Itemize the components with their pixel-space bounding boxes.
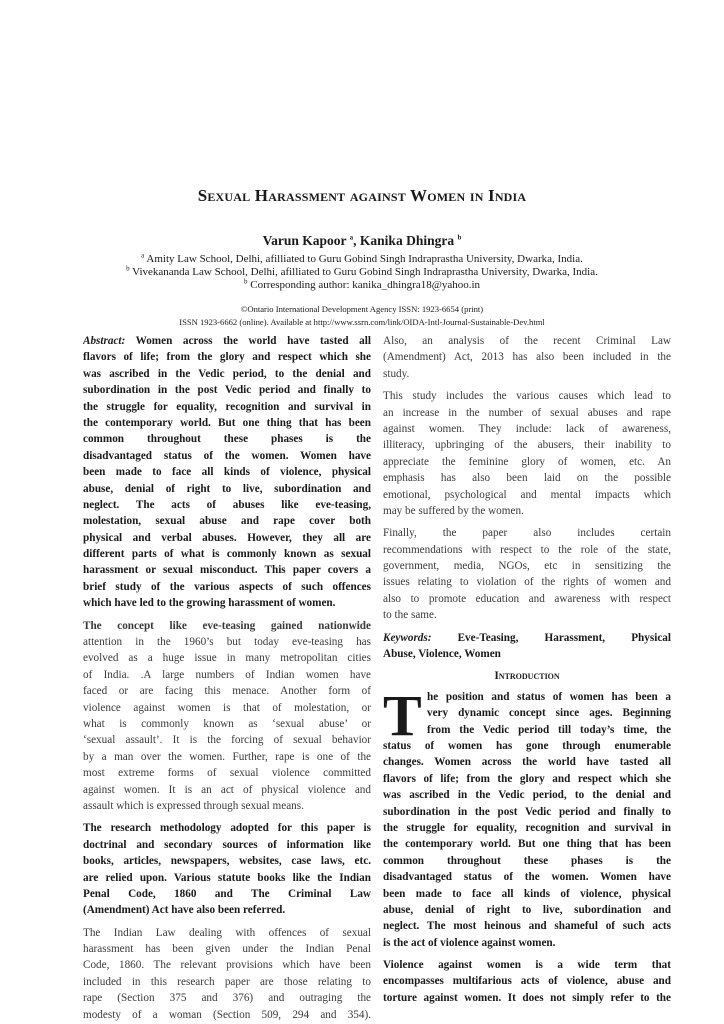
paragraph-line: The research methodology adopted for this paper is [83,822,371,835]
abstract-line: was ascribed in the Vedic period, to the denial and [83,367,371,380]
abstract-line: been made to face all kinds of violence, physical [83,466,371,479]
paragraph-line: common throughout these phases is the [383,854,671,867]
abstract-line: which have led to the growing harassment of women. [83,597,336,610]
abstract-line: common throughout these phases is the [83,433,371,446]
paragraph-line: been made to face all kinds of violence, physical [383,887,671,900]
paragraph-line: harassment has been given under the Indian Penal [83,943,371,956]
paragraph-introduction [383,682,671,951]
abstract-label: Abstract: [83,335,126,347]
paragraph-violence-definition [383,957,671,1006]
affil-a-mark: a [141,251,145,260]
paragraph-line: was ascribed in the Vedic period, to the denial and [383,789,671,802]
paragraph-line: attention in the 1960’s but today eve-teasing has [83,636,371,649]
paragraph-line: status of women has gone through enumerable [383,739,671,752]
abstract-line: Women across the world have tasted all [125,335,371,347]
paragraph-line: The concept like eve-teasing gained nationwide [83,619,371,632]
abstract-line: subordination in the post Vedic period and finally to [83,384,371,397]
paragraph-line: he position and status of women has been a [427,690,671,703]
keywords-label: Keywords: [383,631,432,644]
journal-issn-online: ISSN 1923-6662 (online). Available at http://www.ssrn.com/link/OIDA-Intl-Journal-Sustainable-Dev.html [179,317,545,327]
paragraph-causes [383,388,671,519]
author-1: Varun Kapoor [262,233,347,248]
paragraph-amendment-analysis [383,333,671,382]
paragraph-line: illiteracy, upbringing of the abusers, their inability to [383,439,671,452]
paragraph-line: neglect. The most heinous and shameful of such acts [383,920,671,933]
paragraph-line: Penal Code, 1860 and The Criminal Law [83,887,371,900]
author-1-affil-mark: a [349,233,354,242]
keywords-text: Eve-Teasing, Harassment, Physical [431,631,671,644]
paragraph-line: rape (Section 375 and 376) and outraging the [83,992,371,1005]
paragraph-line: (Amendment) Act have also been referred. [83,904,286,917]
paragraph-line: against women. It is an act of physical violence and [83,783,371,796]
paragraph-line: assault which is expressed through sexual means. [83,799,304,812]
paragraph-line: faced or are facing this menace. Another form of [83,685,371,698]
abstract-line: neglect. The acts of abuses like eve-teasing, [83,498,371,511]
paragraph-line: subordination in the post Vedic period and finally to [383,805,671,818]
abstract-line: harassment or sexual misconduct. This paper covers a [83,564,371,577]
paragraph-line: by a man over the women. Further, rape is one of the [83,750,371,763]
abstract-line: molestation, sexual abuse and rape cover both [83,515,371,528]
paragraph-line: to the same. [383,609,437,622]
paragraph-line: Also, an analysis of the recent Criminal Law [383,335,671,347]
abstract [83,333,371,612]
left-column [83,333,371,1023]
paragraph-line: are relied upon. Various statute books like the Indian [83,871,371,884]
corresponding-email: Corresponding author: kanika_dhingra18@yahoo.in [250,279,481,291]
paragraph-line: may be suffered by the women. [383,504,524,517]
paragraph-line: disadvantaged status of the women. Women have [383,871,671,884]
affil-b-mark: b [126,264,130,273]
paragraph-line: abuse, denial of right to live, subordination and [383,903,671,916]
author-2-affil-mark: b [457,233,462,242]
paper-title: Sexual Harassment against Women in India [197,186,527,205]
paragraph-line: flavors of life; from the glory and respect which she [383,772,671,785]
affil-b-text: Vivekananda Law School, Delhi, afilliated to Guru Gobind Singh Indraprastha University, Dwarka, India. [132,266,598,278]
affil-a-text: Amity Law School, Delhi, afilliated to Guru Gobind Singh Indraprastha University, Dwarka, India. [146,253,583,265]
keywords [383,630,671,663]
author-2: Kanika Dhingra [359,233,455,248]
paragraph-line: study. [383,367,410,380]
abstract-line: flavors of life; from the glory and respect which she [83,351,371,364]
section-heading-introduction: Introduction [494,670,560,683]
paragraph-line: government, media, NGOs, etc in sensitizing the [383,560,671,573]
paragraph-line: changes. Women across the world have tasted all [383,756,671,769]
abstract-line: physical and verbal abuses. However, they all are [83,531,371,544]
paragraph-line: from the Vedic period till today’s time, the [427,723,671,736]
journal-issn-print: ©Ontario International Development Agency ISSN: 1923-6654 (print) [240,304,484,314]
paragraph-line: of India. .A large numbers of Indian women have [83,668,371,681]
author-line: Varun Kapoor $^a$, Kanika Dhingra $^b$ [262,233,462,248]
paragraph-line: doctrinal and secondary sources of information like [83,838,371,851]
abstract-line: different parts of what is commonly known as sexual [83,548,371,561]
paragraph-line: modesty of a woman (Section 509, 294 and 354). [83,1008,371,1021]
paragraph-line: the struggle for equality, recognition and survival in [383,821,671,834]
paragraph-line: what is commonly known as ‘sexual abuse’ or [83,717,371,730]
paragraph-line: most extreme forms of sexual violence committed [83,767,371,780]
paragraph-line: appreciate the feminine glory of women, etc. An [383,455,671,468]
drop-cap: T [383,682,422,748]
paragraph-recommendations [383,525,671,623]
paragraph-line: emphasis has also been laid on the possible [383,472,671,485]
abstract-line: the contemporary world. But one thing that has been [83,416,371,429]
paragraph-line: against women. They include: lack of awareness, [383,422,671,435]
paragraph-line: Code, 1860. The relevant provisions which have been [83,959,371,972]
paragraph-line: books, articles, newspapers, websites, case laws, etc. [83,855,371,868]
paragraph-line: encompasses multifarious acts of violence, abuse and [383,975,671,988]
corresponding-mark: b [243,277,248,286]
paragraph-line: included in this research paper are those relating to [83,975,371,988]
paragraph-line: Violence against women is a wide term that [383,959,671,972]
paragraph-methodology [83,820,371,918]
paragraph-line: issues relating to violation of the rights of women and [383,576,671,589]
paragraph-line: torture against women. It does not simply refer to the [383,991,671,1004]
paragraph-line: This study includes the various causes which lead to [383,390,671,403]
abstract-line: brief study of the various aspects of such offences [83,580,371,593]
keywords-text: Abuse, Violence, Women [383,648,501,661]
paragraph-line: ‘sexual assault’. It is the forcing of sexual behavior [83,734,371,747]
abstract-line: disadvantaged status of the women. Women have [83,449,371,462]
paragraph-line: very dynamic concept since ages. Beginning [427,707,671,720]
paragraph-line: evolved as a huge issue in many metropolitan cities [83,652,371,665]
paragraph-line: an increase in the number of sexual abuses and rape [383,406,671,419]
paragraph-line: Finally, the paper also includes certain [383,527,671,540]
paragraph-line: The Indian Law dealing with offences of sexual [83,926,371,939]
paragraph-line: (Amendment) Act, 2013 has also been included in the [383,351,671,364]
paragraph-indian-law [83,925,371,1023]
paragraph-eve-teasing [83,618,371,815]
paragraph-line: the contemporary world. But one thing that has been [383,838,671,851]
paragraph-line: also to promote education and awareness with respect [383,592,671,605]
affiliation-a [0,253,724,265]
abstract-line: abuse, denial of right to live, subordination and [83,482,371,495]
paragraph-line: emotional, psychological and mental impacts which [383,488,671,501]
abstract-line: the struggle for equality, recognition and survival in [83,400,371,413]
paragraph-line: is the act of violence against women. [383,936,556,949]
corresponding-author [0,279,724,291]
affiliation-b [0,266,724,278]
paragraph-line: violence against women is that of molestation, or [83,701,371,714]
paragraph-line: recommendations with respect to the role of the state, [383,543,671,556]
right-column [383,333,671,1006]
